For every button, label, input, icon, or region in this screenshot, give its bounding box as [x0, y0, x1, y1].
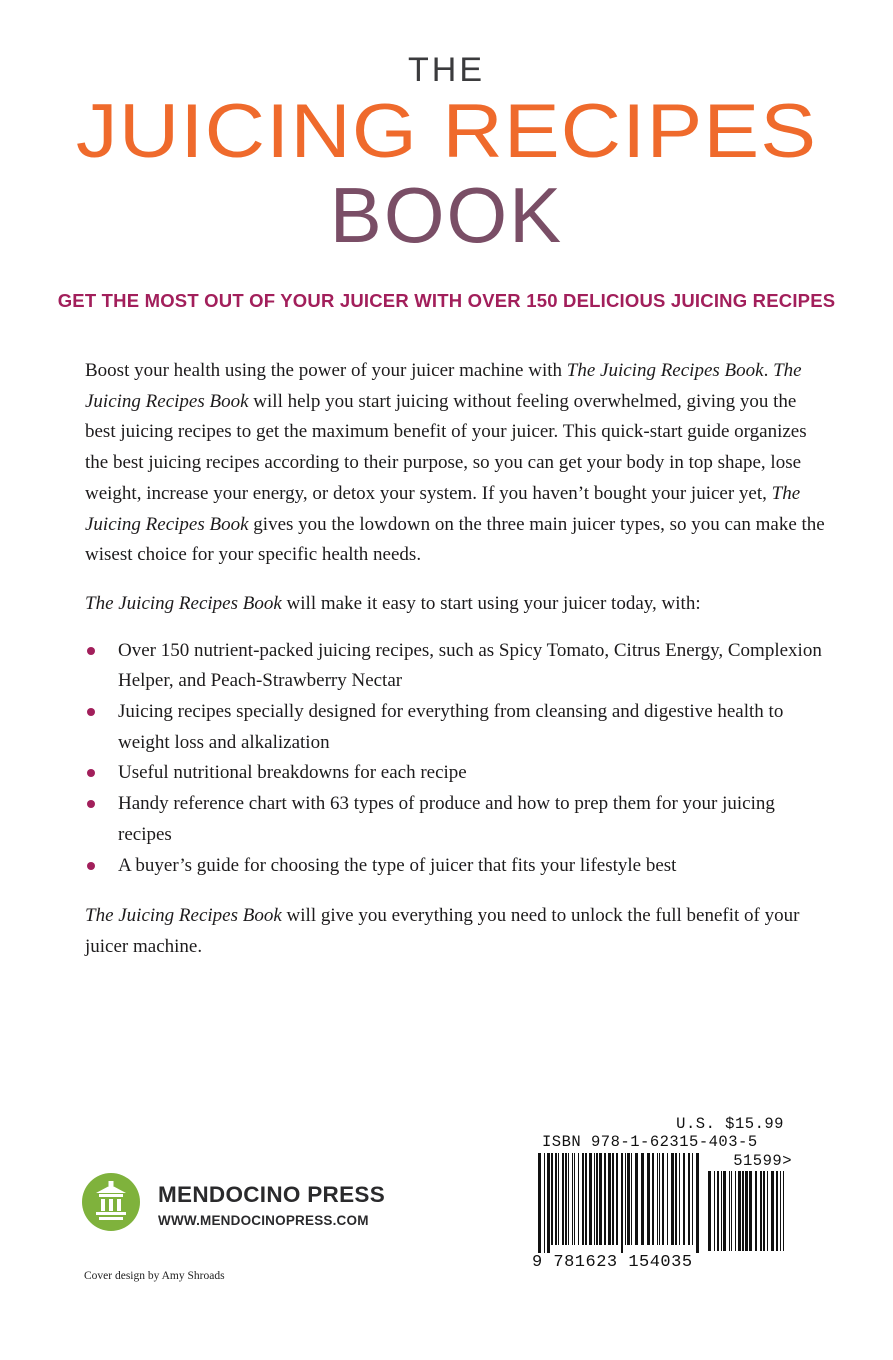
barcode-bar	[776, 1171, 778, 1251]
barcode-bar	[547, 1153, 550, 1253]
barcode-bar	[551, 1153, 553, 1245]
barcode-bar	[671, 1153, 674, 1245]
list-item	[85, 789, 825, 850]
barcode-bar	[585, 1153, 587, 1245]
barcode-bar	[657, 1153, 658, 1245]
list-item	[85, 851, 825, 882]
barcode-bar	[714, 1171, 715, 1251]
isbn: ISBN 978-1-62315-403-5	[542, 1133, 758, 1151]
closing-title: The Juicing Recipes Book	[85, 905, 282, 927]
description	[85, 356, 825, 963]
barcode-bar	[565, 1153, 567, 1245]
publisher-url: WWW.MENDOCINOPRESS.COM	[158, 1213, 369, 1228]
barcode-bar	[683, 1153, 685, 1245]
barcode-bar	[738, 1171, 741, 1251]
barcode-bar	[599, 1153, 602, 1245]
barcode-bar	[667, 1153, 668, 1245]
barcode-bar	[662, 1153, 664, 1245]
barcode-bar	[717, 1171, 719, 1251]
barcode-bar	[612, 1153, 614, 1245]
barcode-bar	[562, 1153, 564, 1245]
intro-text-1: Boost your health using the power of your juicer machine with	[85, 360, 567, 381]
barcode-bar	[641, 1153, 644, 1245]
publisher-name: MENDOCINO PRESS	[158, 1182, 386, 1207]
barcode-bar	[538, 1153, 541, 1253]
title-book: BOOK	[329, 171, 564, 259]
barcode-bar	[659, 1153, 660, 1245]
intro-paragraph	[85, 356, 825, 571]
barcode-block	[532, 1115, 794, 1290]
barcode-digits: 9 781623 154035	[532, 1253, 693, 1272]
barcode-bar	[688, 1153, 690, 1245]
barcode-bar	[558, 1153, 559, 1245]
barcode-bar	[780, 1171, 781, 1251]
intro-title-2: The Juicing Recipes Book	[85, 360, 802, 412]
barcode-bar	[723, 1171, 726, 1251]
bullet-dot-icon	[87, 647, 95, 655]
barcode-bar	[596, 1153, 598, 1245]
barcode-bar	[631, 1153, 632, 1245]
barcode-bar	[679, 1153, 680, 1245]
barcode-bar	[692, 1153, 693, 1245]
barcode-bar	[767, 1171, 768, 1251]
barcode-bar	[735, 1171, 736, 1251]
barcode-addon	[708, 1171, 784, 1251]
bullet-dot-icon	[87, 708, 95, 716]
barcode-bar	[616, 1153, 618, 1245]
bullet-dot-icon	[87, 862, 95, 870]
list-item	[85, 758, 825, 789]
list-item	[85, 636, 825, 697]
list-item-text: Juicing recipes specially designed for everything from cleansing and digestive health to weight loss and alkalization	[118, 701, 784, 753]
barcode-bar	[582, 1153, 584, 1245]
barcode-bar	[635, 1153, 638, 1245]
barcode-bar	[721, 1171, 722, 1251]
barcode-bar	[578, 1153, 579, 1245]
barcode-bar	[621, 1153, 623, 1253]
barcode-bar	[652, 1153, 654, 1245]
barcode-bar	[627, 1153, 630, 1245]
barcode-bar	[729, 1171, 730, 1251]
barcode-bar	[755, 1171, 757, 1251]
barcode-bar	[568, 1153, 569, 1245]
ean5-addon: 51599>	[733, 1152, 792, 1170]
closing-text: will give you everything you need to unlock the full benefit of your juicer machine.	[85, 905, 800, 957]
barcode-bar	[708, 1171, 711, 1251]
barcode-bar	[608, 1153, 611, 1245]
barcode-bar	[647, 1153, 650, 1245]
pagoda-icon	[82, 1173, 140, 1231]
lead-title: The Juicing Recipes Book	[85, 592, 282, 614]
list-item-text: Useful nutritional breakdowns for each recipe	[118, 762, 467, 784]
barcode-bar	[696, 1153, 699, 1253]
list-item-text: Over 150 nutrient-packed juicing recipes, such as Spicy Tomato, Citrus Energy, Complexion Helper, and Peach-Strawberry Nectar	[118, 639, 822, 692]
barcode-bar	[749, 1171, 752, 1251]
barcode-bar	[771, 1171, 774, 1251]
barcode-bar	[555, 1153, 557, 1245]
barcode-bar	[589, 1153, 592, 1245]
intro-title-1: The Juicing Recipes Book	[566, 360, 764, 381]
title-main: JUICING RECIPES	[75, 89, 818, 174]
barcode-bar	[760, 1171, 762, 1251]
lead-text: will make it easy to start using your juicer today, with:	[281, 592, 701, 614]
intro-title-3: The Juicing Recipes Book	[85, 482, 801, 535]
intro-text-3: will help you start juicing without feeling overwhelmed, giving you the best juicing recipes to get the maximum benefit of your juicer. This quick-start guide organizes the best juicing recipes according to their purpose, so you can get your body in top shape, lose weight, increase your energy, or detox your system. If you haven’t bought your juicer yet,	[85, 390, 807, 504]
barcode-bar	[675, 1153, 677, 1245]
intro-text-2: .	[763, 360, 774, 381]
barcode-bar	[742, 1171, 744, 1251]
barcode-main	[538, 1153, 702, 1253]
cover-credit: Cover design by Amy Shroads	[84, 1270, 225, 1282]
barcode-bar	[594, 1153, 595, 1245]
feature-list	[85, 636, 825, 882]
barcode-bar	[625, 1153, 626, 1245]
lead-paragraph	[85, 589, 825, 620]
list-item-text: Handy reference chart with 63 types of produce and how to prep them for your juicing recipes	[118, 793, 775, 845]
title-the: THE	[408, 51, 485, 89]
barcode-bar	[763, 1171, 765, 1251]
barcode-bar	[604, 1153, 606, 1245]
list-item-text: A buyer’s guide for choosing the type of juicer that fits your lifestyle best	[118, 854, 677, 876]
barcode-bar	[544, 1153, 545, 1253]
barcode-bar	[731, 1171, 732, 1251]
tagline: GET THE MOST OUT OF YOUR JUICER WITH OVER 150 DELICIOUS JUICING RECIPES	[57, 290, 836, 311]
list-item	[85, 697, 825, 758]
closing-paragraph	[85, 901, 825, 962]
bullet-dot-icon	[87, 800, 95, 808]
barcode-bar	[745, 1171, 748, 1251]
barcode-bar	[572, 1153, 573, 1245]
price: U.S. $15.99	[676, 1115, 784, 1133]
barcode-bar	[783, 1171, 784, 1251]
intro-text-4: gives you the lowdown on the three main juicer types, so you can make the wisest choice for your specific health needs.	[85, 513, 825, 566]
publisher-block	[82, 1173, 422, 1233]
bullet-dot-icon	[87, 769, 95, 777]
barcode-bar	[574, 1153, 575, 1245]
